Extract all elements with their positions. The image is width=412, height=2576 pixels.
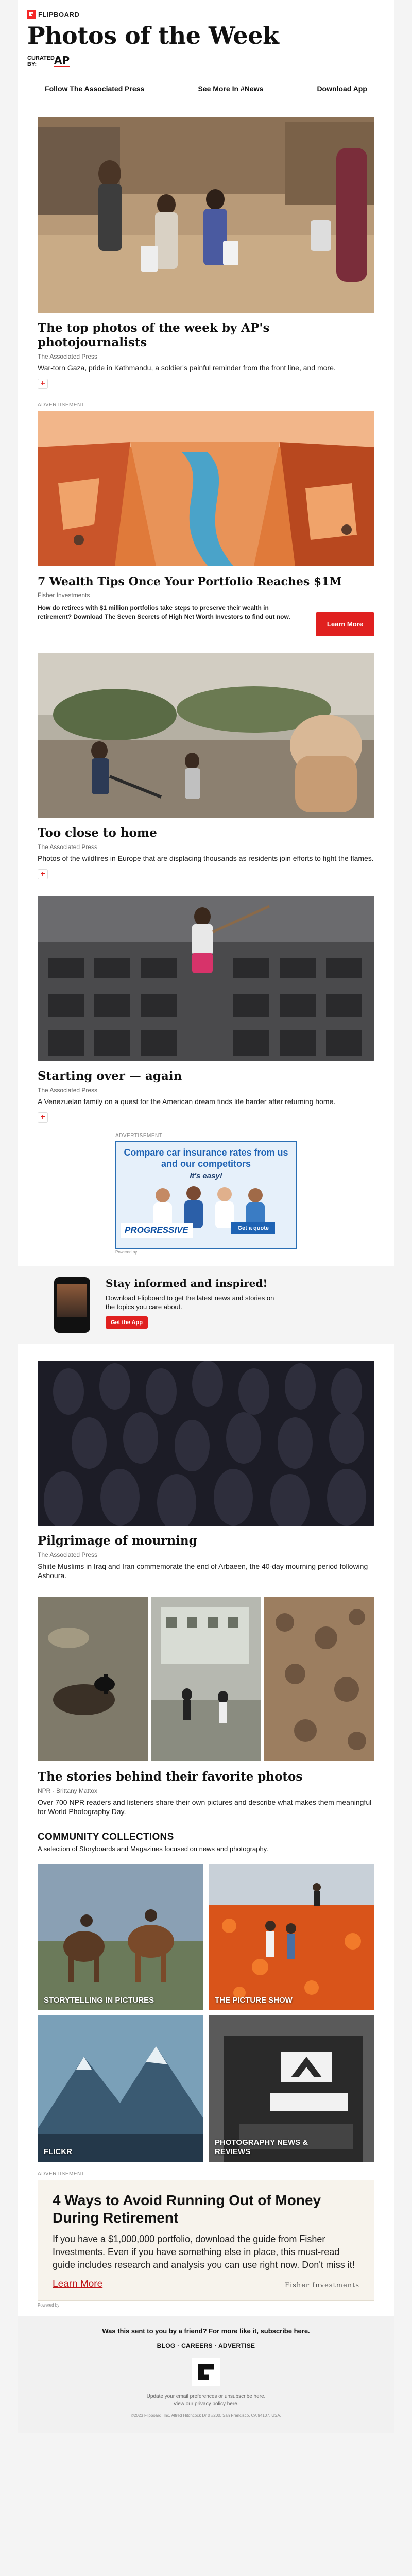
- story-description: Over 700 NPR readers and listeners share their own pictures and describe what makes them meaningful for World Photography Day.: [38, 1798, 372, 1816]
- wildfire-photo: [38, 653, 374, 818]
- story-source: The Associated Press: [38, 1087, 98, 1094]
- footer-links[interactable]: BLOG · CAREERS · ADVERTISE: [157, 2342, 255, 2349]
- learn-more-button[interactable]: Learn More: [316, 612, 374, 636]
- brand[interactable]: [27, 10, 394, 19]
- phone-mockup-icon: [54, 1277, 90, 1333]
- retirement-learn-more-link[interactable]: Learn More: [53, 2279, 103, 2290]
- story-image-npr[interactable]: [38, 1597, 374, 1761]
- see-more-link[interactable]: See More In #News: [198, 84, 264, 93]
- ad-title[interactable]: 7 Wealth Tips Once Your Portfolio Reaches $1M: [38, 575, 342, 588]
- brand-name: FLIPBOARD: [38, 10, 80, 19]
- story-description: A Venezuelan family on a quest for the American dream finds life harder after returning home.: [38, 1097, 336, 1106]
- story-description: War-torn Gaza, pride in Kathmandu, a soldier's painful reminder from the front line, and more.: [38, 364, 336, 372]
- collection-title: STORYTELLING IN PICTURES: [44, 1996, 154, 2005]
- collection-title: PHOTOGRAPHY NEWS & REVIEWS: [215, 2138, 308, 2156]
- add-to-magazine-button[interactable]: [38, 1112, 48, 1123]
- insurance-tagline: It's easy!: [190, 1172, 222, 1180]
- story-card[interactable]: [18, 636, 394, 879]
- page-title: Photos of the Week: [27, 22, 279, 49]
- get-app-button[interactable]: Get the App: [106, 1316, 148, 1329]
- header: [18, 0, 394, 77]
- story-description: Shiite Muslims in Iraq and Iran commemorate the end of Arbaeen, the 40-day mourning period following Ashoura.: [38, 1562, 368, 1580]
- collection-tile[interactable]: [209, 1864, 374, 2010]
- story-card[interactable]: [18, 879, 394, 1123]
- story-source: The Associated Press: [38, 843, 98, 851]
- privacy-policy-link[interactable]: View our privacy policy here.: [173, 2401, 239, 2407]
- promo-text: [106, 1277, 281, 1333]
- plus-icon: +: [40, 379, 45, 388]
- download-app-link[interactable]: Download App: [317, 84, 367, 93]
- powered-by: Powered by: [115, 1250, 138, 1255]
- story-title[interactable]: The top photos of the week by AP's photojournalists: [38, 321, 270, 349]
- story-image-wildfire[interactable]: [38, 653, 374, 818]
- flipboard-logo-icon: [27, 10, 36, 19]
- collection-grid: [38, 1864, 374, 2162]
- collection-tile[interactable]: [38, 2015, 203, 2162]
- email-preferences-link[interactable]: Update your email preferences or unsubscribe here.: [146, 2394, 266, 2399]
- community-title: COMMUNITY COLLECTIONS: [38, 1832, 174, 1842]
- pilgrimage-photo: [38, 1361, 374, 1526]
- ad-card-insurance[interactable]: [18, 1123, 394, 1255]
- story-image-venezuela[interactable]: [38, 896, 374, 1061]
- copyright: ©2023 Flipboard, Inc. Alfred Hitchcock Dr 0 #200, San Francisco, CA 94107, USA.: [131, 2413, 281, 2418]
- story-title[interactable]: The stories behind their favorite photos: [38, 1770, 303, 1784]
- promo-title: Stay informed and inspired!: [106, 1277, 268, 1290]
- progressive-logo: PROGRESSIVE: [121, 1223, 193, 1238]
- curated-label: CURATED BY:: [27, 55, 55, 67]
- add-to-magazine-button[interactable]: [38, 869, 48, 879]
- story-card[interactable]: [18, 1580, 394, 1816]
- curated-by: [27, 55, 394, 67]
- community-collections: [18, 1816, 394, 2162]
- mountain-photo: [38, 2015, 203, 2162]
- ad-image-canyon[interactable]: [38, 411, 374, 566]
- ap-logo[interactable]: AP: [54, 54, 70, 66]
- newsletter: [18, 0, 394, 2433]
- promo-description: Download Flipboard to get the latest news and stories on the topics you care about.: [106, 1294, 274, 1311]
- story-title[interactable]: Too close to home: [38, 826, 157, 840]
- story-card[interactable]: [18, 1344, 394, 1580]
- follow-link[interactable]: Follow The Associated Press: [45, 84, 145, 93]
- collection-tile[interactable]: [209, 2015, 374, 2162]
- plus-icon: +: [40, 1113, 45, 1122]
- plus-icon: +: [40, 870, 45, 878]
- story-title[interactable]: Pilgrimage of mourning: [38, 1534, 197, 1548]
- app-promo: [18, 1266, 394, 1344]
- ad-body: [38, 604, 374, 636]
- insurance-headline: Compare car insurance rates from us and our competitors: [124, 1147, 288, 1169]
- collection-title: THE PICTURE SHOW: [215, 1996, 293, 2005]
- retirement-headline: 4 Ways to Avoid Running Out of Money During Retirement: [53, 2192, 321, 2226]
- story-source: The Associated Press: [38, 1551, 98, 1558]
- venezuela-photo: [38, 896, 374, 1061]
- canyon-illustration: [38, 411, 374, 566]
- retirement-body: If you have a $1,000,000 portfolio, download the guide from Fisher Investments. Even if you have something else in place, this must-read guide includes research and analysis you can use right now. Don't miss it!: [53, 2234, 355, 2270]
- ad-label: ADVERTISEMENT: [115, 1133, 163, 1139]
- story-card[interactable]: [18, 100, 394, 389]
- fisher-logo: Fisher Investments: [285, 2282, 359, 2290]
- gaza-photo: [38, 117, 374, 313]
- ad-card-wealth[interactable]: [18, 402, 394, 636]
- story-source: The Associated Press: [38, 353, 98, 360]
- npr-collage-photo: [38, 1597, 374, 1761]
- collection-title: FLICKR: [44, 2147, 72, 2156]
- collection-tile[interactable]: [38, 1864, 203, 2010]
- story-title[interactable]: Starting over — again: [38, 1069, 182, 1083]
- story-image-pilgrimage[interactable]: [38, 1361, 374, 1526]
- subscribe-prompt[interactable]: Was this sent to you by a friend? For more like it, subscribe here.: [102, 2327, 310, 2335]
- ad-sponsor: Fisher Investments: [38, 591, 90, 599]
- ad-label: ADVERTISEMENT: [38, 402, 85, 408]
- action-bar: [18, 77, 394, 100]
- flipboard-footer-logo-icon[interactable]: [192, 2358, 220, 2386]
- ad-label: ADVERTISEMENT: [38, 2171, 85, 2177]
- story-source: NPR · Brittany Mattox: [38, 1787, 98, 1794]
- add-to-magazine-button[interactable]: [38, 379, 48, 389]
- story-description: Photos of the wildfires in Europe that are displacing thousands as residents join efforts to fight the flames.: [38, 854, 374, 862]
- horses-photo: [38, 1864, 203, 2010]
- ad-card-retirement[interactable]: [18, 2162, 394, 2312]
- community-subtitle: A selection of Storyboards and Magazines focused on news and photography.: [38, 1845, 268, 1853]
- retirement-ad-banner[interactable]: [38, 2180, 374, 2301]
- story-image-gaza[interactable]: [38, 117, 374, 313]
- get-quote-button[interactable]: Get a quote: [231, 1222, 275, 1234]
- flower-field-photo: [209, 1864, 374, 2010]
- powered-by: Powered by: [38, 2303, 60, 2308]
- ad-description: How do retirees with $1 million portfolios take steps to preserve their wealth in retirement? Download The Seven Secrets of High Net Worth Investors to find out now.: [38, 604, 290, 620]
- footer: [18, 2316, 394, 2433]
- insurance-ad-banner[interactable]: [115, 1141, 297, 1249]
